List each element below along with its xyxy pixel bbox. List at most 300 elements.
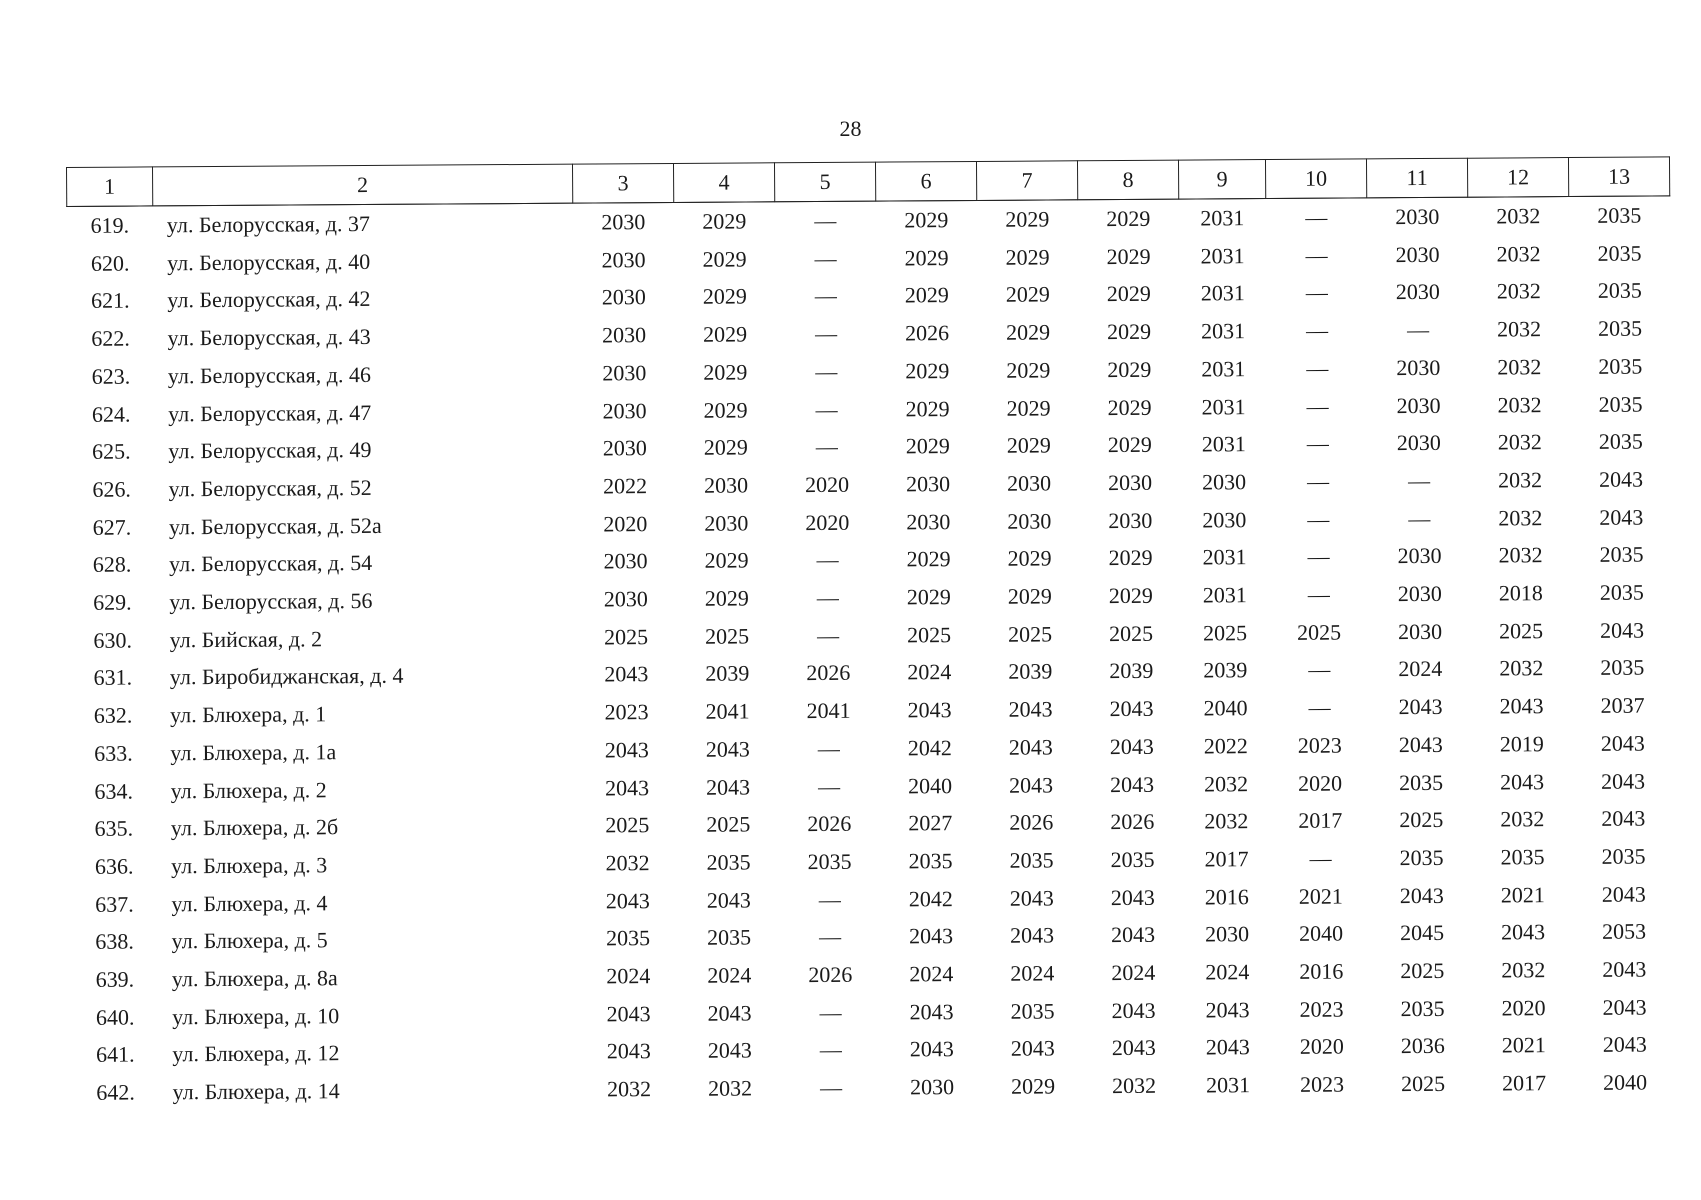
year-cell: 2029 bbox=[703, 321, 748, 347]
year-cell: 2043 bbox=[1008, 734, 1053, 760]
year-cell: 2032 bbox=[605, 850, 650, 876]
year-cell: 2030 bbox=[1108, 469, 1153, 496]
year-cell: 2043 bbox=[1602, 1032, 1647, 1058]
year-cell: 2035 bbox=[1599, 541, 1644, 568]
row-number: 626. bbox=[92, 476, 131, 502]
year-cell: 2035 bbox=[1599, 579, 1644, 605]
year-cell: 2041 bbox=[705, 698, 750, 724]
year-cell: 2030 bbox=[601, 284, 646, 310]
address-cell: ул. Блюхера, д. 1а bbox=[170, 739, 337, 766]
year-cell: 2032 bbox=[1204, 808, 1249, 834]
year-cell: 2025 bbox=[1203, 619, 1248, 646]
column-header: 2 bbox=[153, 164, 573, 206]
column-header: 6 bbox=[875, 161, 976, 201]
year-cell: — bbox=[1307, 468, 1330, 494]
year-cell: 2030 bbox=[1202, 506, 1247, 533]
year-cell: — bbox=[818, 773, 841, 799]
address-cell: ул. Белорусская, д. 54 bbox=[169, 550, 373, 577]
page-number: 28 bbox=[839, 116, 862, 141]
year-cell: 2029 bbox=[1005, 206, 1050, 232]
year-cell: 2029 bbox=[905, 357, 950, 384]
year-cell: 2040 bbox=[1603, 1069, 1648, 1095]
address-cell: ул. Белорусская, д. 47 bbox=[168, 399, 372, 426]
year-cell: 2031 bbox=[1201, 431, 1246, 457]
year-cell: 2043 bbox=[1109, 695, 1154, 722]
year-cell: 2035 bbox=[1598, 391, 1643, 417]
address-cell: ул. Белорусская, д. 37 bbox=[166, 210, 371, 238]
year-cell: 2023 bbox=[1297, 732, 1342, 758]
row-number: 619. bbox=[90, 212, 130, 238]
year-cell: 2043 bbox=[1501, 919, 1546, 945]
row-number: 622. bbox=[91, 325, 130, 351]
year-cell: 2043 bbox=[1111, 997, 1156, 1023]
year-cell: 2029 bbox=[906, 546, 951, 572]
year-cell: 2019 bbox=[1499, 731, 1544, 757]
year-cell: 2030 bbox=[601, 246, 646, 273]
year-cell: 2029 bbox=[906, 584, 951, 610]
year-cell: 2043 bbox=[606, 1038, 651, 1064]
year-cell: 2043 bbox=[605, 887, 650, 914]
column-header: 13 bbox=[1568, 157, 1669, 197]
column-header: 5 bbox=[774, 162, 875, 202]
row-number: 640. bbox=[95, 1004, 135, 1030]
year-cell: 2027 bbox=[908, 810, 953, 836]
year-cell: 2032 bbox=[1501, 957, 1546, 983]
year-cell: 2029 bbox=[703, 359, 748, 385]
year-cell: 2043 bbox=[1600, 617, 1645, 643]
year-cell: 2031 bbox=[1206, 1072, 1251, 1098]
year-cell: 2032 bbox=[1499, 655, 1544, 681]
year-cell: 2031 bbox=[1201, 393, 1246, 419]
year-cell: 2026 bbox=[807, 811, 852, 837]
year-cell: 2043 bbox=[1398, 694, 1443, 720]
year-cell: 2029 bbox=[1006, 319, 1051, 345]
year-cell: 2043 bbox=[606, 1000, 651, 1027]
year-cell: 2043 bbox=[707, 1000, 752, 1026]
row-number: 631. bbox=[93, 665, 133, 691]
year-cell: 2030 bbox=[1397, 580, 1442, 607]
year-cell: 2029 bbox=[904, 244, 949, 271]
year-cell: 2030 bbox=[1395, 203, 1440, 230]
year-cell: 2043 bbox=[1600, 730, 1645, 756]
year-cell: 2032 bbox=[1497, 429, 1542, 455]
year-cell: 2035 bbox=[1601, 843, 1646, 869]
row-number: 637. bbox=[95, 891, 134, 917]
row-number: 638. bbox=[95, 928, 134, 955]
year-cell: 2035 bbox=[1600, 654, 1645, 681]
year-cell: 2043 bbox=[605, 774, 650, 800]
year-cell: 2043 bbox=[909, 998, 954, 1025]
year-cell: 2029 bbox=[1006, 357, 1051, 383]
column-header: 9 bbox=[1178, 160, 1265, 200]
year-cell: 2029 bbox=[704, 585, 749, 611]
address-cell: ул. Блюхера, д. 1 bbox=[170, 701, 327, 728]
row-number: 630. bbox=[93, 627, 132, 653]
year-cell: 2030 bbox=[1395, 241, 1440, 267]
year-cell: 2029 bbox=[1107, 432, 1152, 458]
year-cell: 2042 bbox=[907, 734, 952, 761]
year-cell: 2025 bbox=[706, 811, 751, 838]
year-cell: — bbox=[814, 283, 837, 309]
year-cell: 2031 bbox=[1200, 280, 1245, 306]
year-cell: 2030 bbox=[704, 472, 749, 498]
year-cell: 2043 bbox=[1111, 922, 1156, 948]
year-cell: — bbox=[815, 320, 838, 347]
year-cell: 2032 bbox=[1500, 806, 1545, 832]
address-cell: ул. Биробиджанская, д. 4 bbox=[169, 663, 404, 690]
row-number: 636. bbox=[94, 853, 134, 879]
year-cell: 2030 bbox=[1395, 279, 1440, 305]
year-cell: 2024 bbox=[907, 659, 952, 685]
year-cell: — bbox=[1309, 845, 1332, 871]
year-cell: 2032 bbox=[708, 1075, 753, 1101]
year-cell: 2026 bbox=[808, 961, 853, 988]
year-cell: 2043 bbox=[1399, 882, 1444, 908]
year-cell: 2043 bbox=[1010, 1035, 1055, 1062]
year-cell: 2029 bbox=[703, 397, 748, 423]
year-cell: 2035 bbox=[706, 849, 751, 875]
year-cell: — bbox=[817, 735, 840, 761]
year-cell: 2030 bbox=[1398, 618, 1443, 644]
year-cell: 2039 bbox=[1109, 658, 1154, 684]
year-cell: 2030 bbox=[601, 209, 646, 235]
year-cell: 2017 bbox=[1298, 807, 1343, 834]
year-cell: 2017 bbox=[1204, 846, 1249, 872]
year-cell: 2043 bbox=[706, 887, 751, 913]
year-cell: 2032 bbox=[1496, 278, 1541, 304]
year-cell: — bbox=[1306, 430, 1329, 456]
year-cell: 2030 bbox=[1108, 507, 1153, 533]
year-cell: 2040 bbox=[908, 772, 953, 798]
year-cell: 2035 bbox=[1500, 844, 1545, 870]
year-cell: — bbox=[817, 622, 840, 648]
address-cell: ул. Блюхера, д. 12 bbox=[172, 1040, 340, 1067]
column-header: 1 bbox=[67, 167, 153, 207]
column-header: 3 bbox=[572, 163, 673, 203]
year-cell: 2045 bbox=[1400, 920, 1445, 946]
year-cell: 2043 bbox=[1109, 733, 1154, 759]
row-number: 629. bbox=[93, 589, 132, 615]
year-cell: — bbox=[1307, 581, 1330, 607]
year-cell: 2029 bbox=[1007, 545, 1052, 572]
year-cell: 2039 bbox=[1203, 657, 1248, 683]
year-cell: 2029 bbox=[1011, 1073, 1056, 1099]
year-cell: 2030 bbox=[1202, 469, 1247, 495]
year-cell: 2025 bbox=[1297, 619, 1342, 645]
year-cell: — bbox=[1308, 694, 1331, 720]
year-cell: 2023 bbox=[604, 699, 649, 725]
year-cell: 2043 bbox=[1602, 994, 1647, 1020]
year-cell: 2035 bbox=[1009, 847, 1054, 873]
schedule-table-wrapper bbox=[66, 156, 1676, 1111]
year-cell: 2029 bbox=[904, 207, 949, 233]
year-cell: 2053 bbox=[1602, 918, 1647, 945]
address-cell: ул. Блюхера, д. 3 bbox=[171, 852, 328, 879]
year-cell: 2016 bbox=[1299, 958, 1344, 984]
address-cell: ул. Блюхера, д. 5 bbox=[171, 927, 328, 954]
year-cell: 2043 bbox=[1111, 1035, 1156, 1061]
year-cell: 2039 bbox=[705, 660, 750, 687]
year-cell: — bbox=[815, 396, 838, 422]
year-cell: — bbox=[1305, 242, 1328, 268]
address-cell: ул. Белорусская, д. 46 bbox=[167, 361, 372, 389]
year-cell: 2039 bbox=[1008, 658, 1053, 685]
year-cell: — bbox=[1307, 543, 1330, 570]
year-cell: 2036 bbox=[1400, 1033, 1445, 1059]
year-cell: 2026 bbox=[905, 320, 950, 346]
address-cell: ул. Белорусская, д. 52 bbox=[168, 474, 372, 502]
row-number: 639. bbox=[95, 966, 135, 992]
year-cell: 2035 bbox=[1010, 998, 1055, 1024]
year-cell: 2032 bbox=[1498, 542, 1543, 568]
year-cell: 2043 bbox=[909, 1036, 954, 1062]
year-cell: 2041 bbox=[806, 697, 851, 724]
year-cell: 2043 bbox=[1601, 768, 1646, 794]
year-cell: 2030 bbox=[1397, 543, 1442, 569]
year-cell: 2043 bbox=[909, 923, 954, 949]
row-number: 632. bbox=[93, 702, 133, 728]
address-cell: ул. Блюхера, д. 8а bbox=[171, 965, 338, 992]
row-number: 628. bbox=[92, 551, 132, 578]
row-number: 634. bbox=[94, 778, 133, 804]
year-cell: — bbox=[818, 886, 841, 912]
year-cell: 2024 bbox=[1398, 656, 1443, 682]
year-cell: 2020 bbox=[1298, 770, 1343, 796]
year-cell: 2025 bbox=[907, 621, 952, 648]
year-cell: 2020 bbox=[1299, 1034, 1344, 1060]
year-cell: 2029 bbox=[904, 282, 949, 308]
year-cell: 2032 bbox=[1497, 316, 1542, 342]
address-cell: ул. Блюхера, д. 2 bbox=[170, 776, 327, 803]
year-cell: 2029 bbox=[1108, 582, 1153, 609]
year-cell: 2031 bbox=[1200, 205, 1245, 231]
year-cell: — bbox=[819, 1037, 842, 1063]
column-header: 11 bbox=[1366, 158, 1467, 198]
year-cell: 2026 bbox=[806, 660, 851, 686]
year-cell: 2029 bbox=[702, 208, 747, 234]
year-cell: 2043 bbox=[1009, 885, 1054, 911]
year-cell: 2043 bbox=[1008, 696, 1053, 722]
year-cell: 2031 bbox=[1201, 318, 1246, 344]
year-cell: 2043 bbox=[1599, 466, 1644, 492]
year-cell: 2042 bbox=[908, 885, 953, 912]
year-cell: 2026 bbox=[1110, 809, 1155, 835]
address-cell: ул. Блюхера, д. 10 bbox=[172, 1002, 340, 1030]
year-cell: 2043 bbox=[604, 661, 649, 687]
year-cell: 2043 bbox=[705, 736, 750, 762]
year-cell: 2025 bbox=[1400, 957, 1445, 984]
year-cell: 2021 bbox=[1500, 881, 1545, 908]
year-cell: 2025 bbox=[1008, 621, 1053, 647]
year-cell: 2030 bbox=[1396, 392, 1441, 418]
year-cell: 2035 bbox=[807, 848, 852, 875]
year-cell: 2030 bbox=[1396, 354, 1441, 380]
year-cell: 2029 bbox=[703, 434, 748, 460]
year-cell: 2029 bbox=[1108, 545, 1153, 571]
year-cell: 2024 bbox=[1010, 960, 1055, 986]
year-cell: 2018 bbox=[1498, 580, 1543, 606]
year-cell: 2032 bbox=[1112, 1072, 1157, 1099]
year-cell: 2032 bbox=[1204, 770, 1249, 797]
row-number: 627. bbox=[92, 514, 132, 540]
year-cell: — bbox=[1307, 506, 1330, 532]
year-cell: 2029 bbox=[1106, 205, 1151, 232]
year-cell: 2029 bbox=[1107, 356, 1152, 382]
year-cell: 2024 bbox=[707, 962, 752, 988]
year-cell: 2020 bbox=[805, 471, 850, 498]
year-cell: 2029 bbox=[702, 246, 747, 272]
year-cell: 2032 bbox=[1498, 504, 1543, 531]
year-cell: 2043 bbox=[707, 1037, 752, 1064]
address-cell: ул. Белорусская, д. 43 bbox=[167, 324, 371, 351]
year-cell: 2043 bbox=[1500, 768, 1545, 795]
year-cell: 2035 bbox=[1597, 277, 1642, 304]
year-cell: 2040 bbox=[1299, 920, 1344, 947]
year-cell: 2035 bbox=[1399, 769, 1444, 795]
year-cell: — bbox=[815, 358, 838, 384]
year-cell: 2043 bbox=[1205, 1034, 1250, 1060]
year-cell: 2021 bbox=[1501, 1032, 1546, 1058]
year-cell: 2029 bbox=[1006, 394, 1051, 421]
year-cell: 2035 bbox=[1597, 240, 1642, 266]
year-cell: — bbox=[816, 584, 839, 611]
column-header: 8 bbox=[1077, 160, 1178, 200]
year-cell: 2043 bbox=[1110, 771, 1155, 797]
year-cell: 2035 bbox=[1598, 353, 1643, 379]
address-cell: ул. Белорусская, д. 40 bbox=[167, 248, 371, 276]
schedule-table bbox=[66, 156, 1676, 1111]
year-cell: 2032 bbox=[1496, 203, 1541, 229]
year-cell: 2030 bbox=[603, 586, 648, 612]
year-cell: 2032 bbox=[1498, 467, 1543, 493]
year-cell: 2043 bbox=[706, 774, 751, 800]
year-cell: 2035 bbox=[606, 925, 651, 951]
year-cell: — bbox=[1408, 467, 1431, 494]
year-cell: 2043 bbox=[1205, 996, 1250, 1023]
year-cell: 2026 bbox=[1009, 809, 1054, 836]
year-cell: 2030 bbox=[910, 1074, 955, 1100]
year-cell: — bbox=[1305, 204, 1328, 230]
year-cell: — bbox=[819, 924, 842, 950]
year-cell: 2043 bbox=[1010, 922, 1055, 949]
row-number: 641. bbox=[96, 1042, 135, 1068]
year-cell: 2043 bbox=[1398, 731, 1443, 758]
year-cell: 2029 bbox=[704, 547, 749, 574]
year-cell: 2043 bbox=[907, 697, 952, 723]
year-cell: 2025 bbox=[1399, 807, 1444, 833]
year-cell: 2043 bbox=[604, 736, 649, 763]
year-cell: 2029 bbox=[1106, 243, 1151, 269]
year-cell: 2030 bbox=[1007, 508, 1052, 534]
row-number: 633. bbox=[94, 740, 133, 766]
year-cell: 2030 bbox=[602, 359, 647, 386]
year-cell: 2030 bbox=[1396, 430, 1441, 456]
year-cell: 2025 bbox=[1499, 617, 1544, 644]
year-cell: 2035 bbox=[1597, 202, 1642, 228]
year-cell: 2021 bbox=[1298, 883, 1343, 909]
table-body bbox=[67, 196, 1676, 1112]
year-cell: — bbox=[1305, 280, 1328, 306]
year-cell: 2029 bbox=[1006, 432, 1051, 458]
year-cell: 2025 bbox=[1109, 620, 1154, 646]
year-cell: 2031 bbox=[1202, 544, 1247, 570]
column-header: 4 bbox=[673, 163, 774, 203]
year-cell: 2029 bbox=[1107, 394, 1152, 420]
row-number: 621. bbox=[91, 287, 130, 314]
year-cell: — bbox=[1407, 317, 1430, 343]
year-cell: 2030 bbox=[603, 548, 648, 574]
year-cell: 2023 bbox=[1299, 996, 1344, 1022]
row-number: 623. bbox=[91, 363, 131, 389]
year-cell: 2035 bbox=[1110, 846, 1155, 873]
year-cell: 2029 bbox=[905, 395, 950, 421]
year-cell: 2032 bbox=[1497, 391, 1542, 418]
year-cell: 2032 bbox=[607, 1076, 652, 1102]
year-cell: 2029 bbox=[1007, 583, 1052, 609]
year-cell: 2025 bbox=[1401, 1071, 1446, 1097]
column-header: 10 bbox=[1265, 159, 1366, 199]
year-cell: 2031 bbox=[1202, 582, 1247, 608]
year-cell: 2030 bbox=[906, 471, 951, 497]
year-cell: 2029 bbox=[702, 283, 747, 310]
row-number: 642. bbox=[96, 1079, 135, 1105]
year-cell: 2035 bbox=[1400, 995, 1445, 1021]
year-cell: 2029 bbox=[1005, 281, 1050, 308]
year-cell: — bbox=[814, 207, 837, 234]
year-cell: 2031 bbox=[1200, 242, 1245, 269]
year-cell: 2029 bbox=[1107, 318, 1152, 345]
year-cell: 2020 bbox=[1501, 994, 1546, 1021]
year-cell: — bbox=[1408, 505, 1431, 531]
year-cell: 2030 bbox=[602, 397, 647, 423]
year-cell: 2043 bbox=[1601, 805, 1646, 832]
year-cell: 2029 bbox=[1106, 281, 1151, 307]
year-cell: 2024 bbox=[909, 961, 954, 987]
year-cell: 2024 bbox=[1111, 959, 1156, 986]
column-header: 12 bbox=[1467, 158, 1568, 198]
year-cell: — bbox=[814, 245, 837, 271]
year-cell: 2023 bbox=[1300, 1071, 1345, 1098]
year-cell: 2043 bbox=[1599, 504, 1644, 530]
year-cell: 2024 bbox=[606, 963, 651, 989]
year-cell: 2035 bbox=[707, 924, 752, 951]
row-number: 625. bbox=[92, 438, 131, 465]
row-number: 620. bbox=[90, 250, 130, 276]
year-cell: 2043 bbox=[1601, 881, 1646, 907]
year-cell: 2035 bbox=[908, 848, 953, 874]
year-cell: 2029 bbox=[905, 433, 950, 459]
year-cell: 2043 bbox=[1009, 772, 1054, 798]
year-cell: — bbox=[1306, 393, 1329, 419]
address-cell: ул. Блюхера, д. 4 bbox=[171, 889, 328, 916]
year-cell: 2030 bbox=[906, 508, 951, 535]
address-cell: ул. Блюхера, д. 14 bbox=[172, 1078, 340, 1105]
year-cell: 2037 bbox=[1600, 692, 1645, 718]
year-cell: — bbox=[1306, 355, 1329, 381]
year-cell: — bbox=[820, 1075, 843, 1101]
year-cell: 2035 bbox=[1399, 844, 1444, 871]
year-cell: 2035 bbox=[1598, 315, 1643, 341]
column-header: 7 bbox=[976, 161, 1077, 201]
year-cell: 2022 bbox=[603, 473, 648, 499]
address-cell: ул. Блюхера, д. 2б bbox=[170, 814, 339, 841]
row-number: 624. bbox=[91, 401, 131, 427]
year-cell: 2016 bbox=[1204, 883, 1249, 910]
year-cell: 2040 bbox=[1203, 695, 1248, 721]
year-cell: — bbox=[819, 999, 842, 1025]
year-cell: 2022 bbox=[1203, 733, 1248, 759]
year-cell: 2017 bbox=[1502, 1070, 1547, 1096]
